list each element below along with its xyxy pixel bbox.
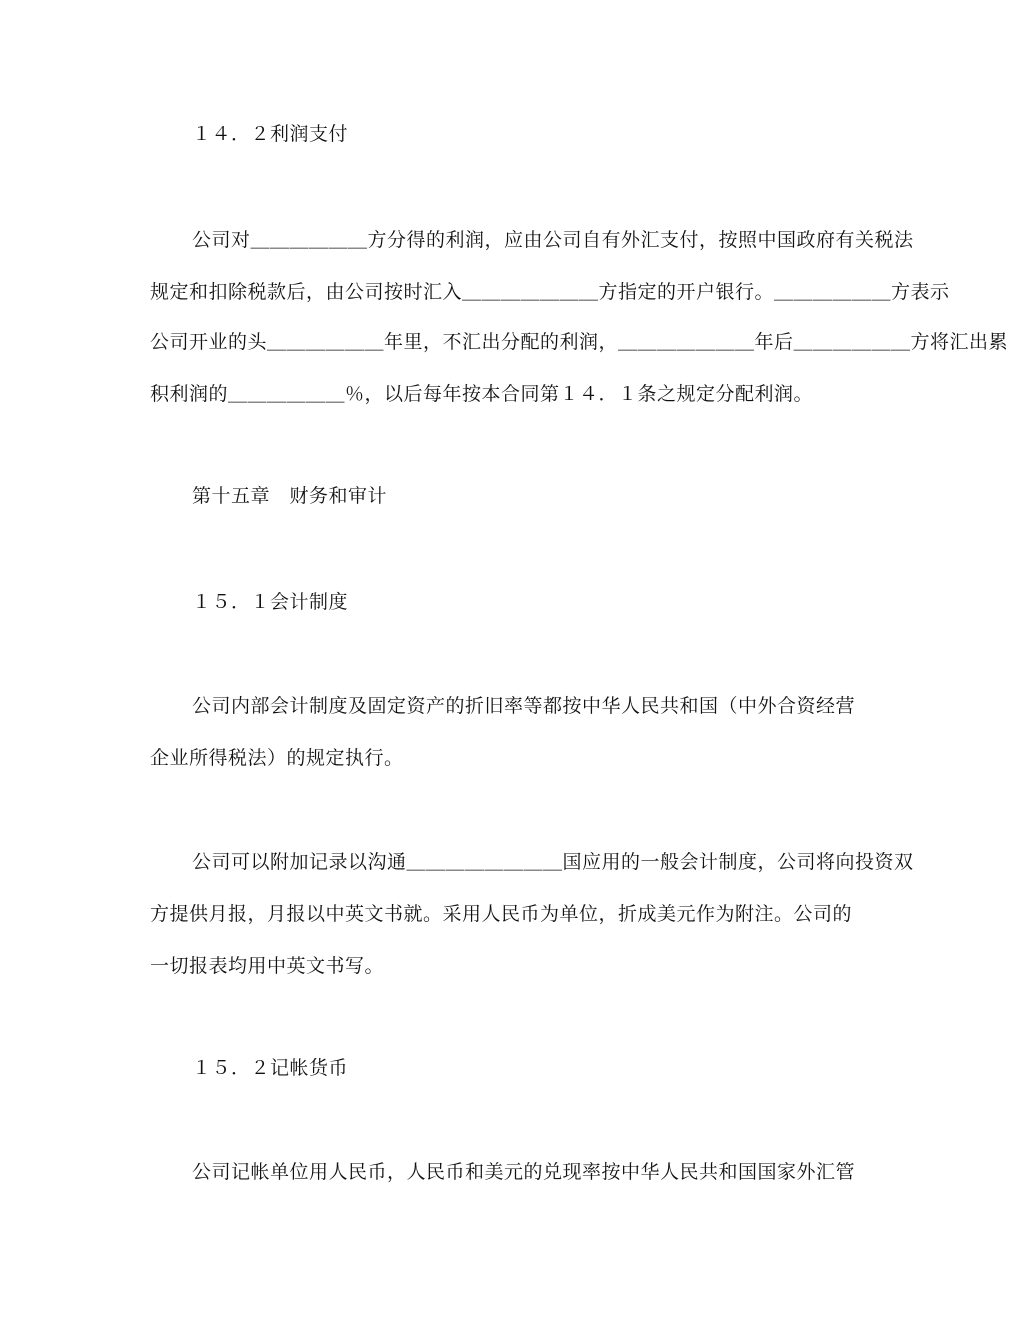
section-14-2-paragraph-line-3: 公司开业的头＿＿＿＿＿＿年里，不汇出分配的利润，＿＿＿＿＿＿＿年后＿＿＿＿＿＿方将汇出累 [150, 331, 1009, 353]
section-15-1-paragraph-1-line-1: 公司内部会计制度及固定资产的折旧率等都按中华人民共和国（中外合资经营 [192, 695, 856, 717]
section-15-1-paragraph-2-line-3: 一切报表均用中英文书写。 [150, 955, 385, 977]
section-15-1-paragraph-2-line-2: 方提供月报，月报以中英文书就。采用人民币为单位，折成美元作为附注。公司的 [150, 903, 853, 925]
section-15-1-paragraph-1-line-2: 企业所得税法）的规定执行。 [150, 747, 404, 769]
chapter-15-title: 第十五章 财务和审计 [192, 485, 388, 507]
section-15-2-paragraph-line-1: 公司记帐单位用人民币，人民币和美元的兑现率按中华人民共和国国家外汇管 [192, 1161, 856, 1183]
section-14-2-heading: １４．２利润支付 [192, 123, 349, 145]
section-15-1-paragraph-2-line-1: 公司可以附加记录以沟通＿＿＿＿＿＿＿＿国应用的一般会计制度，公司将向投资双 [192, 851, 914, 873]
section-14-2-paragraph-line-4: 积利润的＿＿＿＿＿＿％，以后每年按本合同第１４．１条之规定分配利润。 [150, 383, 814, 405]
section-15-2-heading: １５．２记帐货币 [192, 1057, 349, 1079]
section-15-1-heading: １５．１会计制度 [192, 591, 349, 613]
section-14-2-paragraph-line-1: 公司对＿＿＿＿＿＿方分得的利润，应由公司自有外汇支付，按照中国政府有关税法 [192, 229, 914, 251]
section-14-2-paragraph-line-2: 规定和扣除税款后，由公司按时汇入＿＿＿＿＿＿＿方指定的开户银行。＿＿＿＿＿＿方表示 [150, 281, 950, 303]
